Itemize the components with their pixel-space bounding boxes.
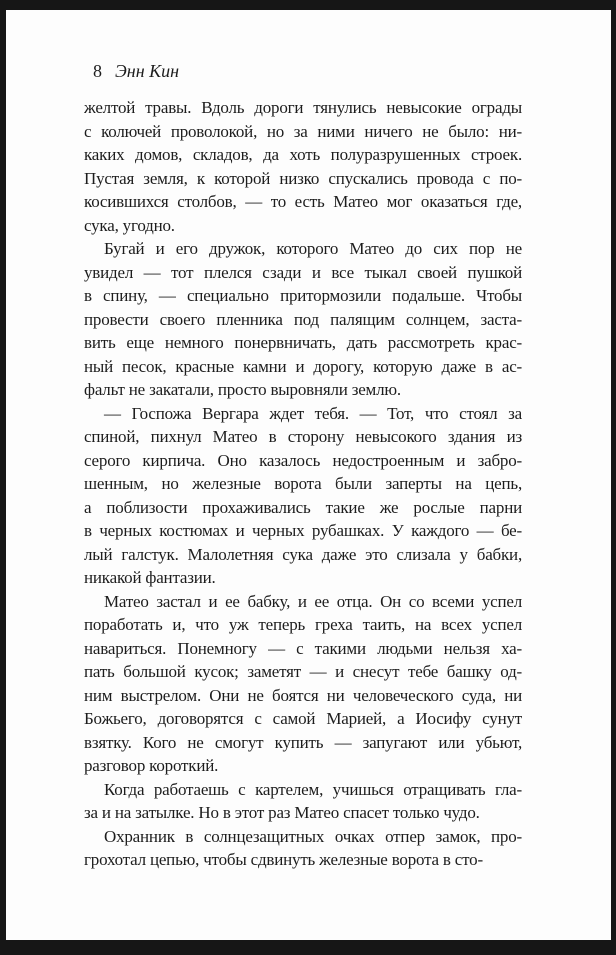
text-line: в черных костюмах и черных рубашках. У каждого — бе- xyxy=(84,521,522,540)
text-line: Когда работаешь с картелем, учишься отращивать гла- xyxy=(104,779,522,799)
text-line: фальт не закатали, просто выровняли землю. xyxy=(84,380,401,399)
text-line: навариться. Понемногу — с такими людьми нельзя ха- xyxy=(84,638,522,658)
text-line: серого кирпича. Оно казалось недостроенным и забро- xyxy=(84,450,522,470)
text-line: Охранник в солнцезащитных очках отпер замок, про- xyxy=(104,826,522,846)
text-line: лый галстук. Малолетняя сука даже это слизала у бабки, xyxy=(84,544,522,564)
text-line: а поблизости прохаживались такие же рослые парни xyxy=(84,497,522,517)
text-line: с колючей проволокой, но за ними ничего не было: ни- xyxy=(84,121,522,141)
text-line: в спину, — специально притормозили подальше. Чтобы xyxy=(84,286,522,305)
text-line: Бугай и его дружок, которого Матео до сих пор не xyxy=(104,239,522,258)
text-line: ним выстрелом. Они не боятся ни человеческого суда, ни xyxy=(84,685,522,705)
text-line: шенным, но железные ворота были заперты на цепь, xyxy=(84,474,522,493)
body-text xyxy=(84,96,522,872)
text-line: грохотал цепью, чтобы сдвинуть железные ворота в сто- xyxy=(84,850,483,869)
text-line: за и на затылке. Но в этот раз Матео спасет только чудо. xyxy=(84,803,480,822)
text-line: — Госпожа Вергара ждет тебя. — Тот, что стоял за xyxy=(104,403,522,423)
text-line: вить еще немного понервничать, дать рассмотреть крас- xyxy=(84,333,522,352)
text-line: поработать и, что уж теперь греха таить, на всех успел xyxy=(84,615,522,634)
text-line: желтой травы. Вдоль дороги тянулись невысокие ограды xyxy=(84,98,522,117)
page-number: 8 xyxy=(93,61,102,81)
text-line: провести своего пленника под палящим солнцем, заста- xyxy=(84,309,522,329)
text-line: увидел — тот плелся сзади и все тыкал своей пушкой xyxy=(84,262,522,282)
text-line: каких домов, складов, да хоть полуразрушенных строек. xyxy=(84,145,522,164)
text-line: косившихся столбов, — то есть Матео мог оказаться где, xyxy=(84,192,522,211)
text-line: пать большой кусок; заметят — и снесут тебе башку од- xyxy=(84,662,522,681)
text-line: Божьего, договорятся с самой Марией, а Иосифу сунут xyxy=(84,709,522,728)
book-page xyxy=(6,10,611,940)
text-line: разговор короткий. xyxy=(84,756,219,775)
text-line: спиной, пихнул Матео в сторону невысокого здания из xyxy=(84,427,522,446)
text-line: Матео застал и ее бабку, и ее отца. Он со всеми успел xyxy=(104,591,522,611)
text-line: ный песок, красные камни и дорогу, которую даже в ас- xyxy=(84,356,522,376)
text-line: сука, угодно. xyxy=(84,215,175,235)
running-header xyxy=(93,61,179,82)
text-line: Пустая земля, к которой низко спускались провода с по- xyxy=(84,168,522,188)
text-line: никакой фантазии. xyxy=(84,568,216,587)
running-header-author: Энн Кин xyxy=(115,61,180,81)
text-line: взятку. Кого не смогут купить — запугают или убьют, xyxy=(84,732,522,752)
